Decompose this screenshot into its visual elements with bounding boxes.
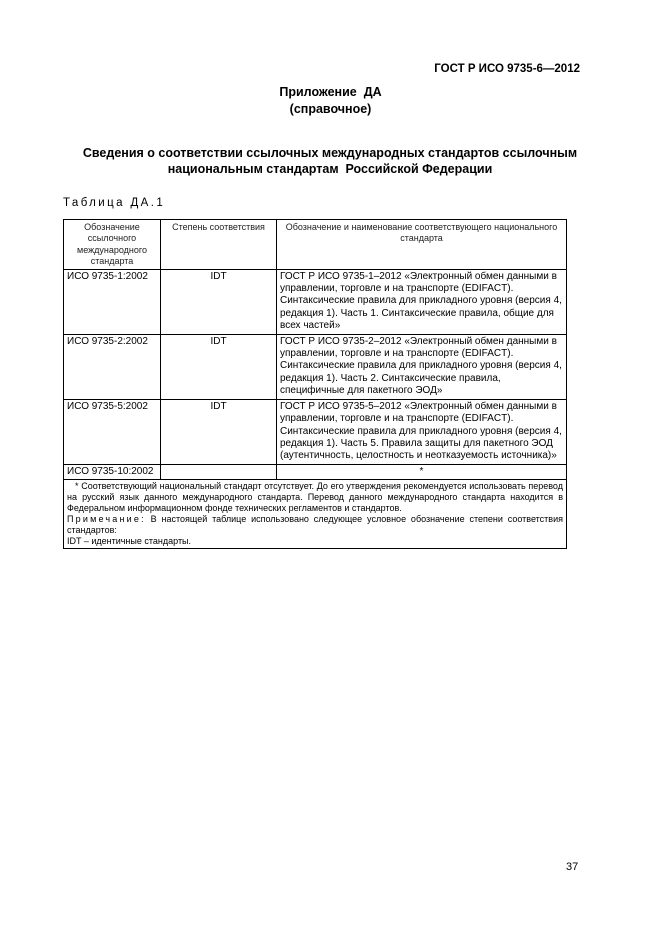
- abbreviation-text: IDT – идентичные стандарты.: [67, 536, 192, 547]
- appendix-heading: [0, 84, 661, 118]
- document-standard-number: ГОСТ Р ИСО 9735-6—2012: [434, 63, 580, 75]
- table-footnote-row: [64, 480, 567, 549]
- note-text: В настоящей таблице использовано следующее условное обозначение степени соответствия стандартов:: [67, 514, 563, 536]
- page-number: 37: [566, 861, 579, 873]
- cell-national-standard: ГОСТ Р ИСО 9735-5–2012 «Электронный обмен данными в управлении, торговле и на транспорте (EDIFACT). Синтаксические правила для прикладного уровня (версия 4, редакция 1). Часть 5. Правила защиты для пакетного ЭОД (аутентичность, целостность и неотказуемость источника)»: [277, 399, 567, 464]
- correspondence-table: [63, 219, 567, 549]
- header-intl-standard: Обозначение ссылочного международного стандарта: [64, 220, 161, 270]
- section-title-line2: национальным стандартам Российской Федерации: [167, 162, 493, 176]
- cell-national-standard: ГОСТ Р ИСО 9735-1–2012 «Электронный обмен данными в управлении, торговле и на транспорте (EDIFACT). Синтаксические правила для прикладного уровня (версия 4, редакция 1). Часть 1. Синтаксические правила, общие для всех частей»: [277, 269, 567, 334]
- cell-intl-standard: ИСО 9735-5:2002: [64, 399, 161, 464]
- cell-degree: [161, 464, 277, 479]
- footnote-text: * Соответствующий национальный стандарт отсутствует. До его утверждения рекомендуется использовать перевод на русский язык данного международного стандарта. Перевод данного международного стандарта находится в Федеральном информационном фонде технических регламентов и стандартов.: [67, 481, 563, 514]
- cell-national-standard: *: [277, 464, 567, 479]
- cell-intl-standard: ИСО 9735-2:2002: [64, 334, 161, 399]
- note-paragraph: [67, 514, 563, 536]
- table-row: [64, 399, 567, 464]
- cell-intl-standard: ИСО 9735-10:2002: [64, 464, 161, 479]
- section-title-line1: Сведения о соответствии ссылочных международных стандартов ссылочным: [82, 146, 578, 160]
- note-label: Примечание:: [67, 514, 146, 525]
- appendix-subtitle: (справочное): [289, 102, 372, 116]
- cell-intl-standard: ИСО 9735-1:2002: [64, 269, 161, 334]
- cell-degree: IDT: [161, 334, 277, 399]
- cell-national-standard: ГОСТ Р ИСО 9735-2–2012 «Электронный обмен данными в управлении, торговле и на транспорте (EDIFACT). Синтаксические правила для прикладного уровня (версия 4, редакция 1). Часть 2. Синтаксические правила, специфичные для пакетного ЭОД»: [277, 334, 567, 399]
- table-label: Таблица ДА.1: [63, 197, 166, 209]
- section-title: [40, 145, 620, 177]
- header-national-standard: Обозначение и наименование соответствующего национального стандарта: [277, 220, 567, 270]
- cell-degree: IDT: [161, 399, 277, 464]
- table-row: [64, 464, 567, 479]
- footnote-cell: [64, 480, 567, 549]
- header-degree: Степень соответствия: [161, 220, 277, 270]
- table-header-row: [64, 220, 567, 270]
- table-row: [64, 269, 567, 334]
- appendix-title: Приложение ДА: [279, 85, 382, 99]
- table-row: [64, 334, 567, 399]
- cell-degree: IDT: [161, 269, 277, 334]
